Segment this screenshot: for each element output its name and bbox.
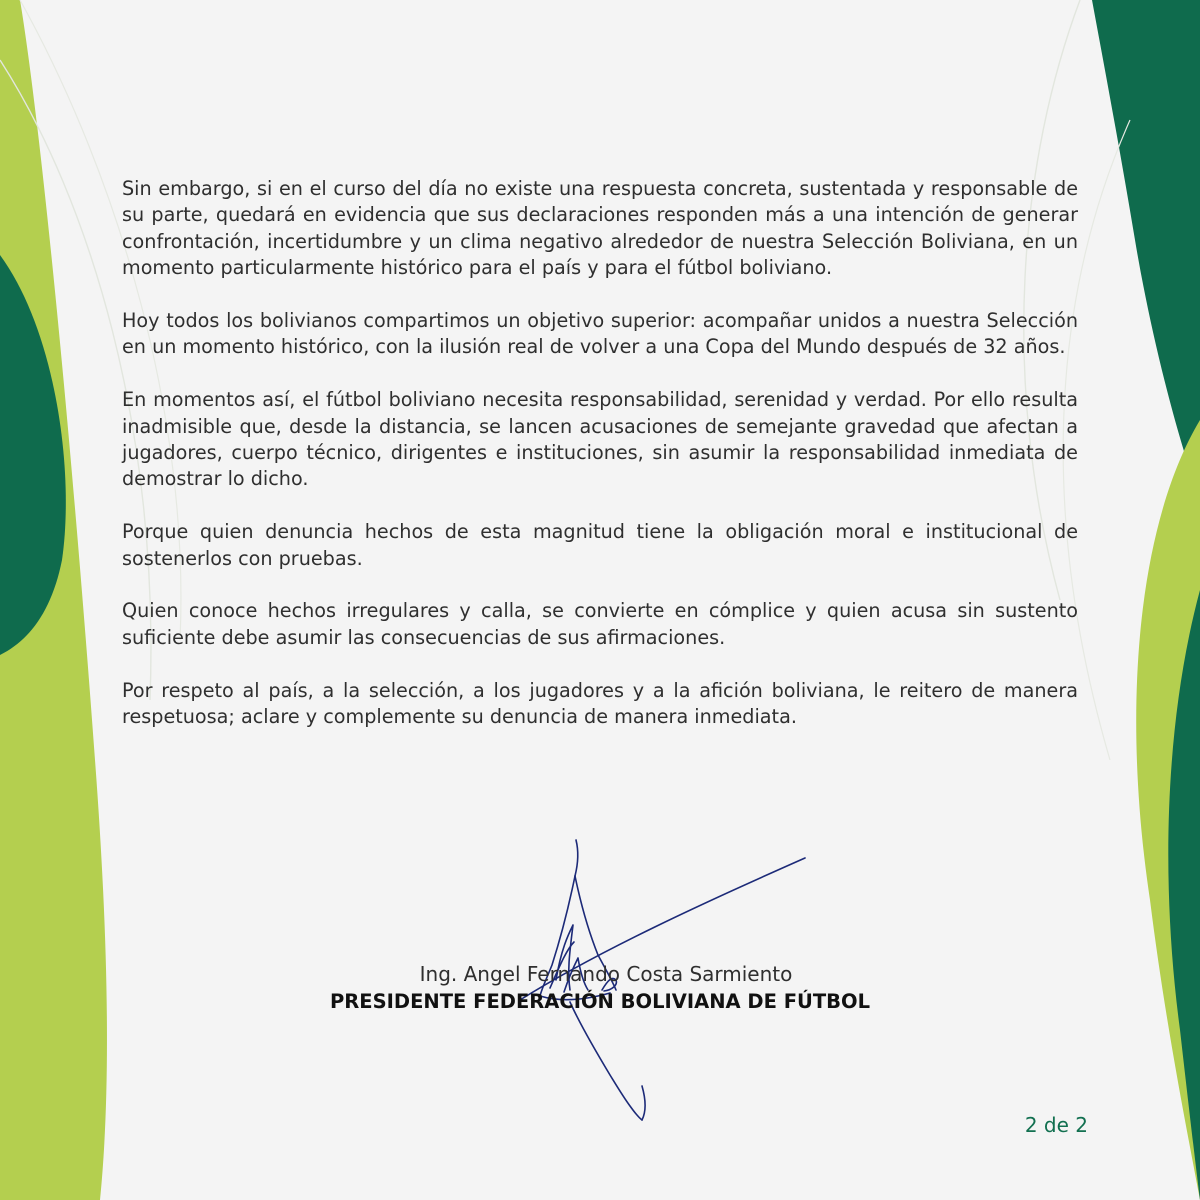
page-number: 2 de 2 xyxy=(1024,1113,1088,1137)
paragraph-4: Porque quien denuncia hechos de esta magnitud tiene la obligación moral e institucional de sostenerlos con pruebas. xyxy=(122,520,1078,570)
signer-name: Ing. Angel Fernando Costa Sarmiento xyxy=(419,962,793,986)
paragraph-6: Por respeto al país, a la selección, a los jugadores y a la afición boliviana, le reitero de manera respetuosa; aclare y complemente su denuncia de manera inmediata. xyxy=(122,678,1078,729)
paragraph-5: Quien conoce hechos irregulares y calla, se convierte en cómplice y quien acusa sin sustento suficiente debe asumir las consecuencias de sus afirmaciones. xyxy=(122,599,1078,649)
paragraph-1: Sin embargo, si en el curso del día no existe una respuesta concreta, sustentada y responsable de su parte, quedará en evidencia que sus declaraciones responden más a una intención de generar confrontación, incertidumbre y un clima negativo alrededor de nuestra Selección Boliviana, en un momento particularmente histórico para el país y para el fútbol boliviano. xyxy=(122,177,1078,280)
signer-title: PRESIDENTE FEDERACIÓN BOLIVIANA DE FÚTBOL xyxy=(329,990,871,1013)
letter-body xyxy=(122,176,1078,757)
paragraph-3: En momentos así, el fútbol boliviano necesita responsabilidad, serenidad y verdad. Por ello resulta inadmisible que, desde la distancia, se lancen acusaciones de semejante gravedad que afectan a jugadores, cuerpo técnico, dirigentes e instituciones, sin asumir la responsabilidad inmediata de demostrar lo dicho. xyxy=(122,388,1078,491)
right-top-dark-green-shape xyxy=(1092,0,1200,500)
paragraph-2: Hoy todos los bolivianos compartimos un objetivo superior: acompañar unidos a nuestra Selección en un momento histórico, con la ilusión real de volver a una Copa del Mundo después de 32 años. xyxy=(122,309,1078,359)
